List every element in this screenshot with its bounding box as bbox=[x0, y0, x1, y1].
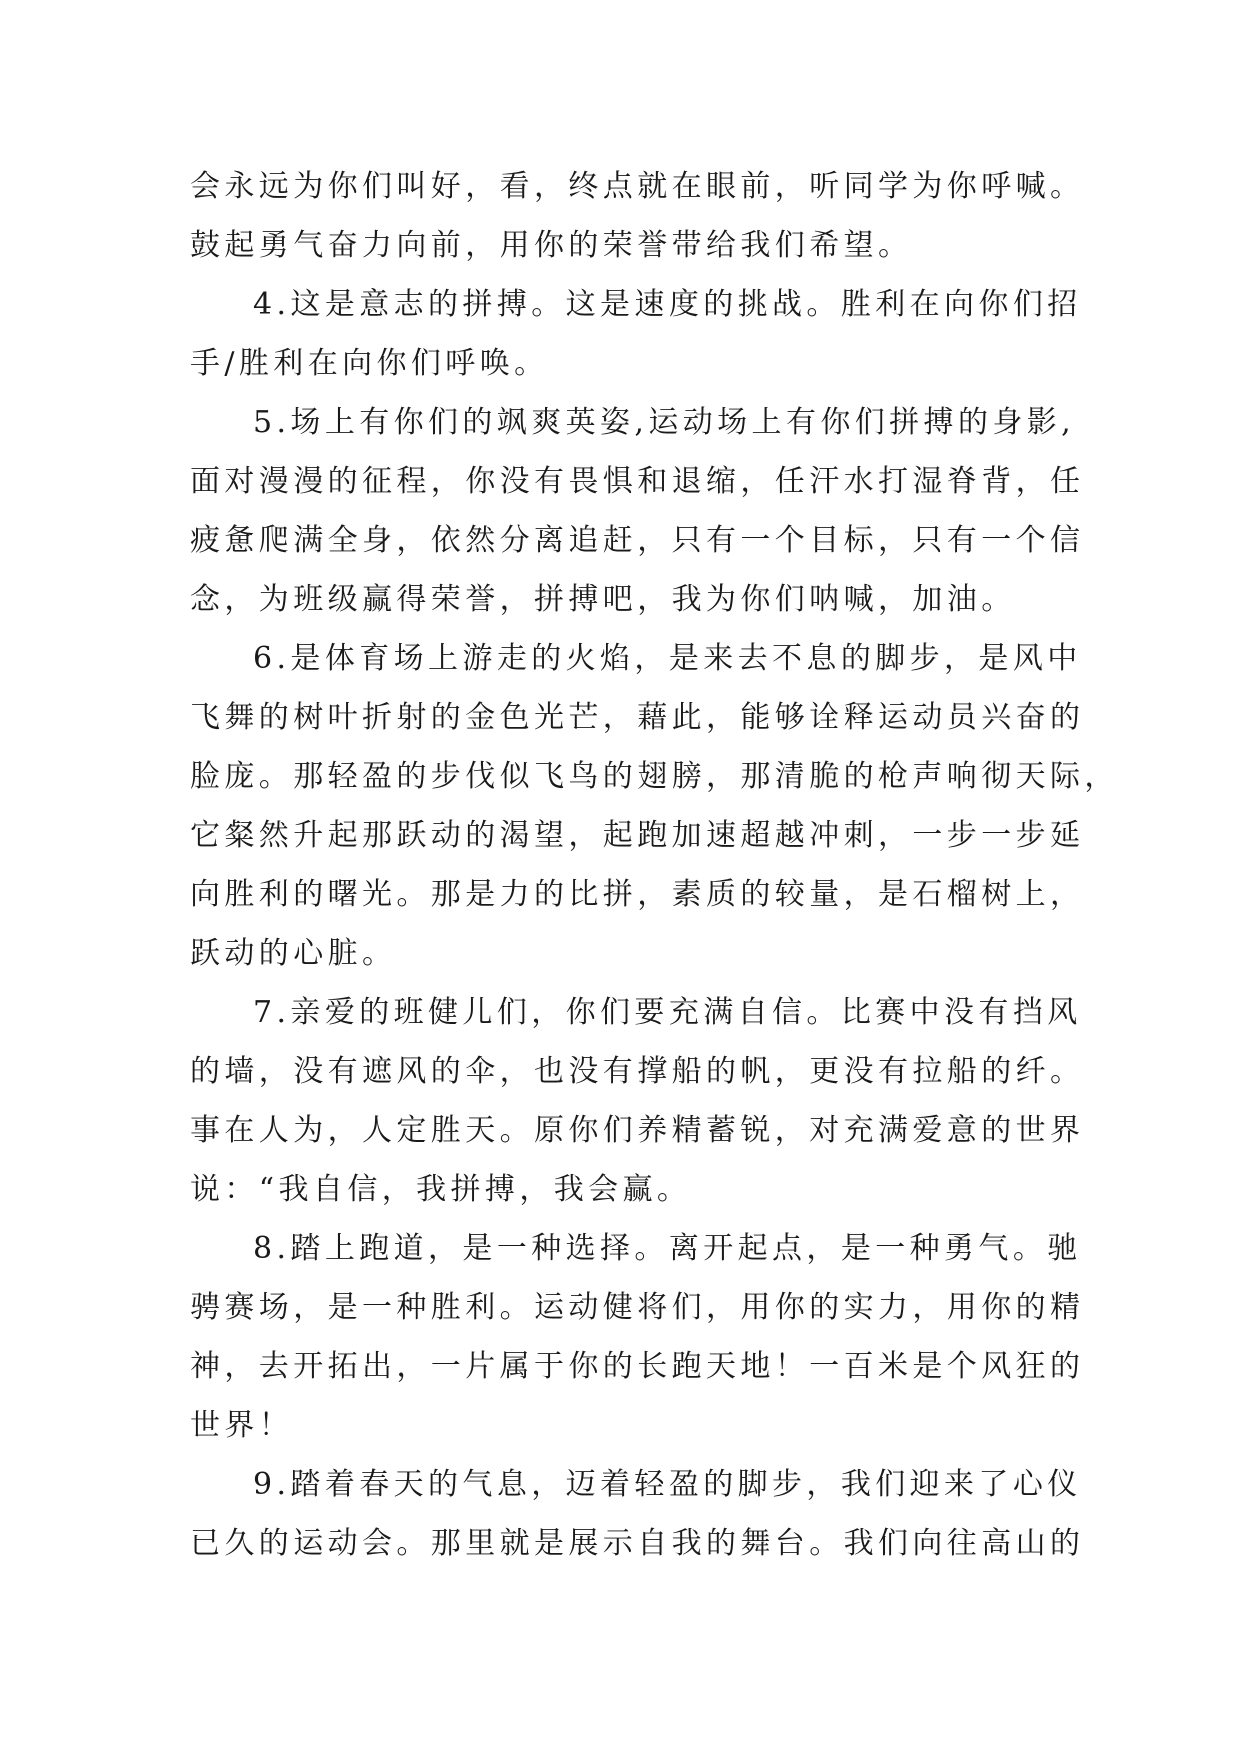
paragraph-4-first-line: 4.这是意志的拼搏。这是速度的挑战。胜利在向你们招 bbox=[253, 287, 1082, 322]
text-line: 鼓起勇气奋力向前，用你的荣誉带给我们希望。 bbox=[190, 228, 913, 263]
text-line: 已久的运动会。那里就是展示自我的舞台。我们向往高山的 bbox=[190, 1526, 1085, 1561]
text-line: 它粲然升起那跃动的渴望，起跑加速超越冲刺，一步一步延 bbox=[190, 818, 1085, 853]
text-line: 脸庞。那轻盈的步伐似飞鸟的翅膀，那清脆的枪声响彻天际， bbox=[190, 759, 1119, 794]
paragraph-9-first-line: 9.踏着春天的气息，迈着轻盈的脚步，我们迎来了心仪 bbox=[253, 1467, 1082, 1502]
paragraph-7-first-line: 7.亲爱的班健儿们，你们要充满自信。比赛中没有挡风 bbox=[253, 995, 1082, 1030]
document-body bbox=[190, 157, 1119, 1573]
text-line: 念，为班级赢得荣誉，拼搏吧，我为你们呐喊，加油。 bbox=[190, 582, 1016, 617]
text-line: 跃动的心脏。 bbox=[190, 936, 397, 971]
text-line: 事在人为，人定胜天。原你们养精蓄锐，对充满爱意的世界 bbox=[190, 1113, 1085, 1148]
text-line: 的墙，没有遮风的伞，也没有撑船的帆，更没有拉船的纤。 bbox=[190, 1054, 1085, 1089]
text-line: 世界！ bbox=[190, 1408, 294, 1443]
text-line: 骋赛场，是一种胜利。运动健将们，用你的实力，用你的精 bbox=[190, 1290, 1085, 1325]
text-line: 向胜利的曙光。那是力的比拼，素质的较量，是石榴树上， bbox=[190, 877, 1085, 912]
text-line: 飞舞的树叶折射的金色光芒，藉此，能够诠释运动员兴奋的 bbox=[190, 700, 1085, 735]
paragraph-5-first-line: 5.场上有你们的飒爽英姿,运动场上有你们拼搏的身影, bbox=[253, 405, 1076, 440]
text-line: 疲惫爬满全身，依然分离追赶，只有一个目标，只有一个信 bbox=[190, 523, 1085, 558]
text-line: 面对漫漫的征程，你没有畏惧和退缩，任汗水打湿脊背，任 bbox=[190, 464, 1085, 499]
paragraph-6-first-line: 6.是体育场上游走的火焰，是来去不息的脚步，是风中 bbox=[253, 641, 1082, 676]
text-line: 会永远为你们叫好，看，终点就在眼前，听同学为你呼喊。 bbox=[190, 169, 1085, 204]
text-line: 说：“我自信，我拼搏，我会赢。 bbox=[190, 1172, 692, 1207]
text-line: 神，去开拓出，一片属于你的长跑天地！一百米是个风狂的 bbox=[190, 1349, 1085, 1384]
text-line: 手/胜利在向你们呼唤。 bbox=[190, 346, 549, 381]
paragraph-8-first-line: 8.踏上跑道，是一种选择。离开起点，是一种勇气。驰 bbox=[253, 1231, 1082, 1266]
